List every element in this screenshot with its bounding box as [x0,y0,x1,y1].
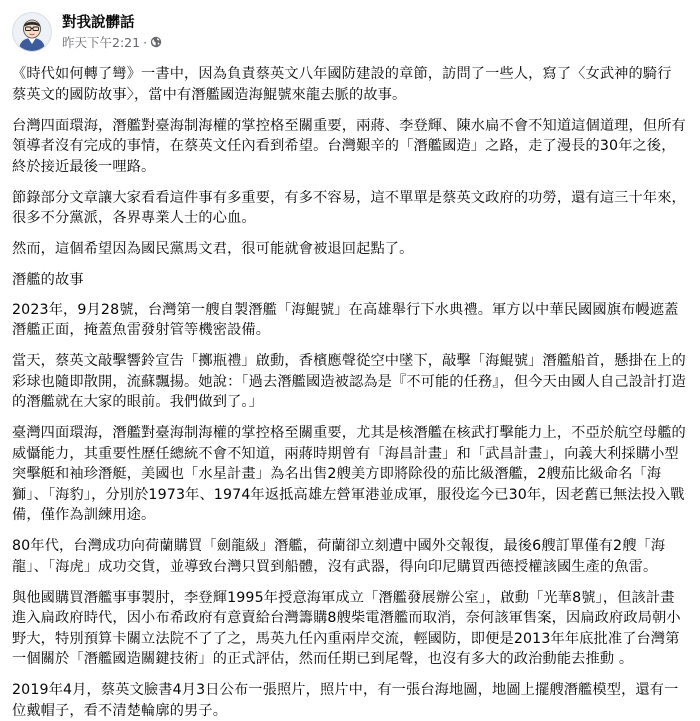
avatar-cartoon-icon [13,13,51,51]
post-paragraph: 節錄部分文章讓大家看看這件事有多重要，有多不容易，這不單單是蔡英文政府的功勞，還有這三十年來，很多不分黨派，各界專業人士的心血。 [12,189,686,226]
post-paragraph: 2023年，9月28號，台灣第一艘自製潛艦「海鯤號」在高雄舉行下水典禮。軍方以中華民國國旗布幔遮蓋潛艦正面，掩蓋魚雷發射管等機密設備。 [12,301,679,338]
post-paragraph: 《時代如何轉了彎》一書中，因為負責蔡英文八年國防建設的章節，訪問了一些人，寫了〈女武神的騎行 蔡英文的國防故事〉，當中有潛艦國造海鯤號來龍去脈的故事。 [12,66,672,103]
post-paragraph: 然而，這個希望因為國民黨馬文君，很可能就會被退回起點了。 [12,241,414,257]
post-paragraph: 台灣四面環海，潛艦對臺海制海權的掌控格至關重要，兩蔣、李登輝、陳水扁不會不知道這個道理，但所有領導者沒有完成的事情，在蔡英文任內看到希望。台灣艱辛的「潛艦國造」之路，走了漫長的30年之後，終於接近最後一哩路。 [12,117,686,175]
post-paragraph: 當天，蔡英文敲擊響鈴宣告「擲瓶禮」啟動，香檳應聲從空中墜下，敲擊「海鯤號」潛艦船首，懸掛在上的彩球也隨即散開，流蘇飄揚。她說：「過去潛艦國造被認為是『不可能的任務』，但今天由國人自己設計打造的潛艦就在大家的眼前。我們做到了。」 [12,353,687,410]
globe-icon[interactable] [150,36,162,48]
post-paragraph: 與他國購買潛艦事事製肘，李登輝1995年授意海軍成立「潛艦發展辦公室」，啟動「光華8號」，但該計畫進入扁政府時代，因小布希政府有意賣給台灣籌購8艘柴電潛艦而取消，奈何該軍售案，因扁政府政局朝小野大，特別預算卡關立法院不了了之，馬英九任內重兩岸交流，輕國防，即便是2013年年底批准了台灣第一個關於「潛艦國造關鍵技術」的正式評估，然而任期已到尾聲，也沒有多大的政治動能去推動 。 [12,589,681,667]
author-name[interactable]: 對我說髒話 [62,14,135,31]
post-time-row [62,34,162,51]
post-meta [62,14,162,51]
separator-dot: · [143,34,148,50]
post-paragraph: 2019年4月，蔡英文臉書4月3日公布一張照片，照片中，有一張台海地圖，地圖上擺艘潛艦模型，還有一位戴帽子，看不清楚輪廓的男子。 [12,682,679,719]
post-header [12,10,688,54]
post-paragraph: 80年代，台灣成功向荷蘭購買「劍龍級」潛艦，荷蘭卻立刻遭中國外交報復，最後6艘訂單僅有2艘「海龍」、「海虎」成功交貨，並導致台灣只買到船體，沒有武器，得向印尼購買西德授權該國生產的魚雷。 [12,538,666,575]
post-timestamp[interactable]: 昨天下午2:21 [62,34,141,50]
avatar[interactable] [12,12,52,52]
post-body [12,64,688,721]
section-heading: 潛艦的故事 [12,272,84,288]
post-paragraph: 臺灣四面環海，潛艦對臺海制海權的掌控格至關重要，尤其是核潛艦在核武打擊能力上，不亞於航空母艦的威懾能力，其重要性歷任總統不會不知道，兩蔣時期曾有「海昌計畫」和「武昌計畫」，向義大利採購小型突擊艇和袖珍潛艇，美國也「水星計畫」為名出售2艘美方即將除役的茄比級潛艦，2艘茄比級命名「海獅」、「海豹」，分別於1973年、1974年返抵高雄左營軍港並成軍，服役迄今已30年，因老舊已無法投入戰備，僅作為訓練用途。 [12,425,686,523]
